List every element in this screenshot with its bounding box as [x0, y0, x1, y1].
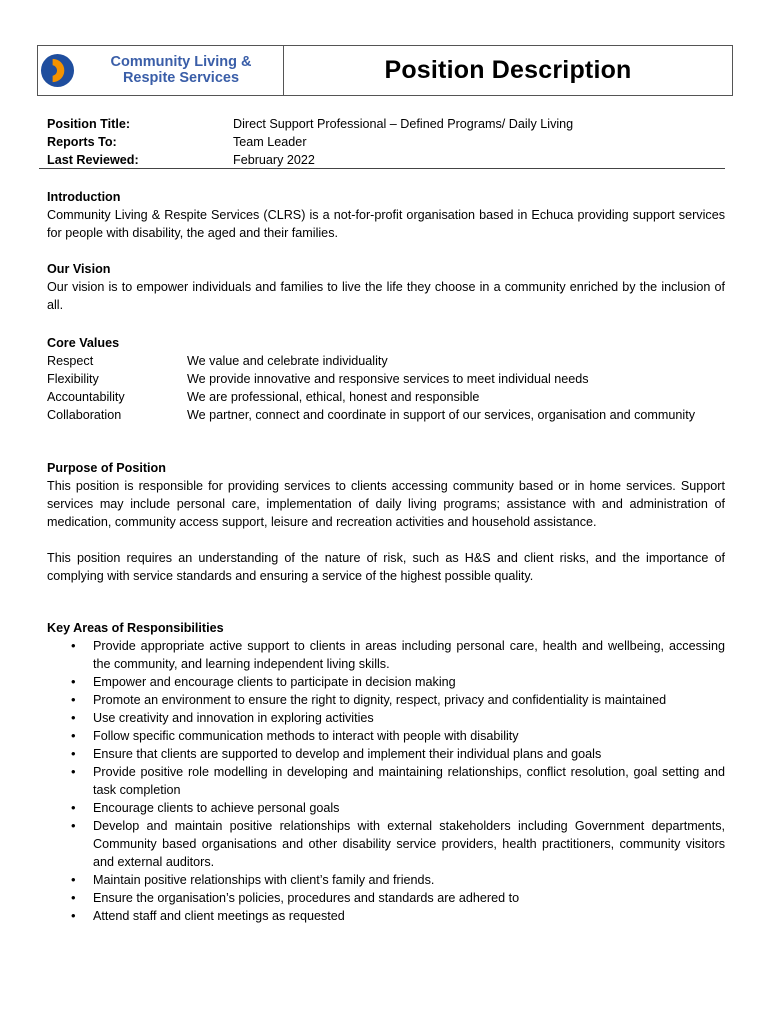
- clrs-logo-icon: [40, 53, 75, 88]
- section-heading: Core Values: [47, 336, 120, 350]
- list-item: • Follow specific communication methods to interact with people with disability: [47, 727, 725, 745]
- list-item: • Ensure the organisation’s policies, procedures and standards are adhered to: [47, 889, 725, 907]
- list-item: • Provide positive role modelling in developing and maintaining relationships, conflict resolution, goal setting and task completion: [47, 763, 725, 799]
- core-value-desc: We are professional, ethical, honest and responsible: [187, 390, 480, 404]
- org-cell: [38, 46, 284, 95]
- list-item: • Encourage clients to achieve personal goals: [47, 799, 725, 817]
- core-value-desc: We provide innovative and responsive services to meet individual needs: [187, 372, 589, 386]
- title-cell: [284, 46, 732, 95]
- core-value-name: Accountability: [47, 390, 125, 404]
- logo-inner-dot: [46, 65, 57, 76]
- section-text: Community Living & Respite Services (CLRS) is a not-for-profit organisation based in Echuca providing support services for people with disability, the aged and their families.: [47, 208, 725, 240]
- meta-row-reports-to: [47, 133, 723, 151]
- position-meta: [47, 115, 723, 169]
- meta-row-position-title: [47, 115, 723, 133]
- meta-row-last-reviewed: [47, 151, 723, 169]
- list-item: • Empower and encourage clients to participate in decision making: [47, 673, 725, 691]
- section-core-values: [47, 334, 725, 424]
- meta-label: Position Title:: [47, 117, 131, 131]
- meta-label: Reports To:: [47, 135, 117, 149]
- divider: [39, 168, 725, 169]
- list-item: • Use creativity and innovation in exploring activities: [47, 709, 725, 727]
- org-name-line1: Community Living &: [110, 54, 252, 70]
- meta-value: Direct Support Professional – Defined Programs/ Daily Living: [233, 117, 574, 131]
- section-vision: [47, 260, 725, 314]
- section-introduction: [47, 188, 725, 242]
- core-value-row: [47, 388, 725, 406]
- meta-label: Last Reviewed:: [47, 153, 139, 167]
- section-responsibilities: [47, 619, 725, 925]
- core-value-desc: We partner, connect and coordinate in support of our services, organisation and community: [187, 408, 695, 422]
- section-heading: Key Areas of Responsibilities: [47, 621, 224, 635]
- document-header: [37, 45, 733, 96]
- meta-value: Team Leader: [233, 135, 307, 149]
- core-value-row: [47, 352, 725, 370]
- document-title: Position Description: [384, 56, 632, 84]
- list-item: • Provide appropriate active support to clients in areas including personal care, health and wellbeing, accessing the community, and learning independent living skills.: [47, 637, 725, 673]
- section-purpose: [47, 459, 725, 585]
- list-item: • Ensure that clients are supported to develop and implement their individual plans and goals: [47, 745, 725, 763]
- core-value-name: Respect: [47, 354, 94, 368]
- list-item: • Maintain positive relationships with client’s family and friends.: [47, 871, 725, 889]
- section-heading: Introduction: [47, 190, 121, 204]
- section-text: This position requires an understanding of the nature of risk, such as H&S and client risks, and the importance of complying with service standards and ensuring a service of the highest possible quality.: [47, 551, 725, 583]
- core-value-name: Flexibility: [47, 372, 99, 386]
- section-heading: Purpose of Position: [47, 461, 166, 475]
- section-heading: Our Vision: [47, 262, 111, 276]
- section-text: This position is responsible for providing services to clients accessing community based or in home services. Support services may include personal care, implementation of daily living programs; assistance with and administration of medication, community access support, leisure and recreation activities and household assistance.: [47, 479, 725, 529]
- org-name: [86, 54, 276, 86]
- core-value-name: Collaboration: [47, 408, 122, 422]
- section-text: Our vision is to empower individuals and families to live the life they choose in a community enriched by the inclusion of all.: [47, 280, 725, 312]
- core-value-row: [47, 370, 725, 388]
- meta-value: February 2022: [233, 153, 315, 167]
- list-item: • Promote an environment to ensure the right to dignity, respect, privacy and confidentiality is maintained: [47, 691, 725, 709]
- list-item: • Attend staff and client meetings as requested: [47, 907, 725, 925]
- org-name-line2: Respite Services: [122, 70, 240, 86]
- list-item: • Develop and maintain positive relationships with external stakeholders including Government departments, Community based organisations and other disability service providers, health practitioners, community visitors and external auditors.: [47, 817, 725, 871]
- responsibilities-list: [47, 637, 725, 925]
- core-value-desc: We value and celebrate individuality: [187, 354, 388, 368]
- core-value-row: [47, 406, 725, 424]
